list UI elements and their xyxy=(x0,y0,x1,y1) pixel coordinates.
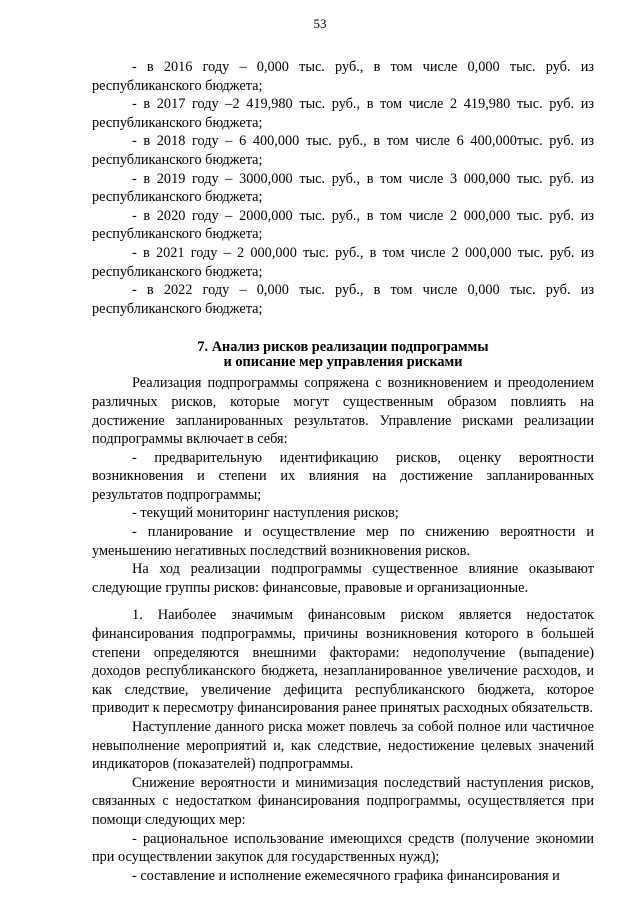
budget-item-2017: - в 2017 году –2 419,980 тыс. руб., в том числе 2 419,980 тыс. руб. из республиканского бюджета; xyxy=(92,96,594,131)
page-number: 53 xyxy=(313,16,327,31)
section-title-line1: 7. Анализ рисков реализации подпрограммы xyxy=(197,339,489,356)
paragraph-risk-consequences: Наступление данного риска может повлечь за собой полное или частичное невыполнение мероприятий и, как следствие, недостижение целевых значений индикаторов (показателей) подпрограммы. xyxy=(92,719,594,773)
list-item-identification: - предварительную идентификацию рисков, оценку вероятности возникновения и степени их влияния на достижение запланированных результатов подпрограммы; xyxy=(92,449,594,503)
budget-item-2022: - в 2022 году – 0,000 тыс. руб., в том числе 0,000 тыс. руб. из республиканского бюджета; xyxy=(92,282,594,317)
budget-item-2021: - в 2021 году – 2 000,000 тыс. руб., в том числе 2 000,000 тыс. руб. из республиканского бюджета; xyxy=(92,244,594,280)
list-item-schedule: - составление и исполнение ежемесячного графика финансирования и xyxy=(132,867,560,884)
page-content xyxy=(92,58,594,885)
paragraph-risk-intro: Реализация подпрограммы сопряжена с возникновением и преодолением различных рисков, которые могут существенным образом повлиять на достижение запланированных результатов. Управление рисками реализации подпрограммы включает в себя: xyxy=(92,375,594,448)
budget-item-2019: - в 2019 году – 3000,000 тыс. руб., в том числе 3 000,000 тыс. руб. из республиканского бюджета; xyxy=(92,170,594,206)
list-item-rational-use: - рациональное использование имеющихся средств (получение экономии при осуществлении закупок для государственных нужд); xyxy=(92,830,594,866)
paragraph-risk-groups: На ход реализации подпрограммы существенное влияние оказывают следующие группы рисков: финансовые, правовые и организационные. xyxy=(92,561,594,596)
budget-item-2018: - в 2018 году – 6 400,000 тыс. руб., в том числе 6 400,000тыс. руб. из республиканского бюджета; xyxy=(92,133,594,168)
budget-list xyxy=(92,58,594,318)
list-item-planning: - планирование и осуществление мер по снижению вероятности и уменьшению негативных последствий возникновения рисков. xyxy=(92,524,594,559)
paragraph-financial-risk: 1. Наиболее значимым финансовым риском является недостаток финансирования подпрограммы, причины возникновения которого в большей степени определяются внешними факторами: недополучение (выпадение) доходов республиканского бюджета, незапланированное увеличение расходов, и как следствие, увеличение дефицита республиканского бюджета, которое приводит к пересмотру финансирования ранее принятых расходных обязательств. xyxy=(92,607,594,717)
budget-item-2016: - в 2016 году – 0,000 тыс. руб., в том числе 0,000 тыс. руб. из республиканского бюджета; xyxy=(92,59,594,94)
section-heading xyxy=(92,340,594,370)
section-title-line2: и описание мер управления рисками xyxy=(223,354,463,371)
budget-item-2020: - в 2020 году – 2000,000 тыс. руб., в том числе 2 000,000 тыс. руб. из республиканского бюджета; xyxy=(92,207,594,243)
paragraph-mitigation: Снижение вероятности и минимизация последствий наступления рисков, связанных с недостатком финансирования подпрограммы, осуществляется при помощи следующих мер: xyxy=(92,774,594,828)
list-item-monitoring: - текущий мониторинг наступления рисков; xyxy=(132,505,399,522)
